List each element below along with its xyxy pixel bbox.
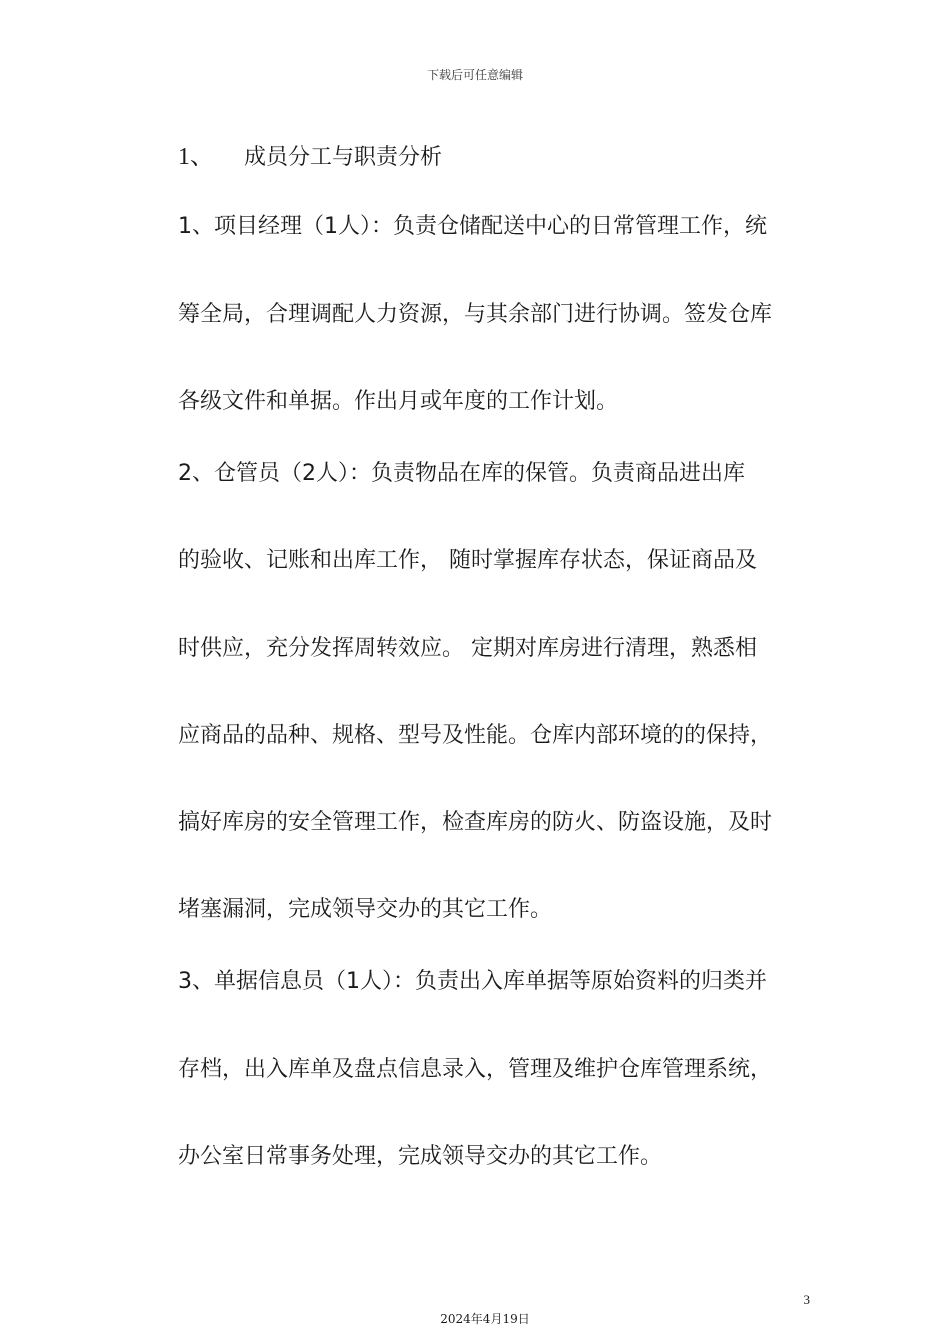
body-line: 筹全局，合理调配人力资源，与其余部门进行协调。签发仓库 xyxy=(178,302,773,327)
body-line: 堵塞漏洞，完成领导交办的其它工作。 xyxy=(178,897,553,922)
section-number: 1、 xyxy=(178,144,214,170)
page-number: 3 xyxy=(803,1292,810,1307)
body-line: 各级文件和单据。作出月或年度的工作计划。 xyxy=(178,389,619,414)
body-line: 的验收、记账和出库工作， 随时掌握库存状态，保证商品及 xyxy=(178,548,757,573)
page-header: 下载后可任意编辑 xyxy=(426,68,523,82)
body-line: 1、项目经理（1人）：负责仓储配送中心的日常管理工作，统 xyxy=(178,214,767,239)
body-line: 存档，出入库单及盘点信息录入，管理及维护仓库管理系统， xyxy=(178,1057,773,1082)
page-footer-date: 2024年4月19日 xyxy=(440,1312,530,1326)
body-line: 时供应，充分发挥周转效应。 定期对库房进行清理，熟悉相 xyxy=(178,636,757,661)
body-line: 应商品的品种、规格、型号及性能。仓库内部环境的的保持， xyxy=(178,723,773,748)
body-line: 2、仓管员（2人）：负责物品在库的保管。负责商品进出库 xyxy=(178,461,745,486)
body-line: 办公室日常事务处理，完成领导交办的其它工作。 xyxy=(178,1144,663,1169)
body-line: 3、单据信息员（1人）：负责出入库单据等原始资料的归类并 xyxy=(178,969,767,994)
section-heading xyxy=(178,136,442,171)
body-line: 搞好库房的安全管理工作，检查库房的防火、防盗设施，及时 xyxy=(178,810,773,835)
section-title: 成员分工与职责分析 xyxy=(244,145,443,170)
